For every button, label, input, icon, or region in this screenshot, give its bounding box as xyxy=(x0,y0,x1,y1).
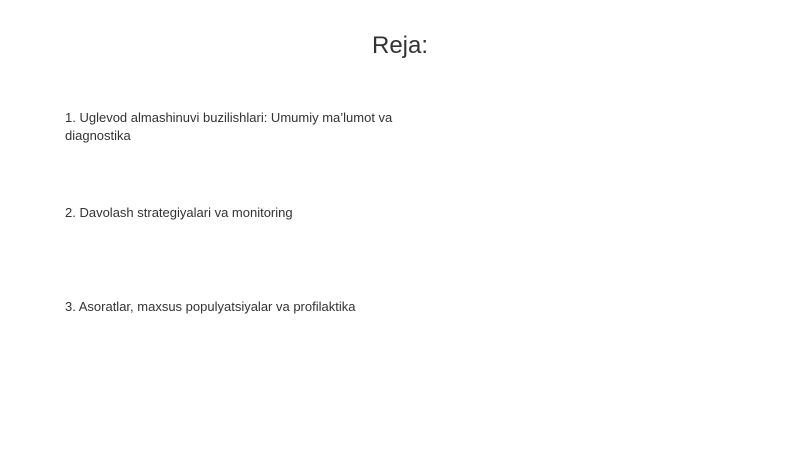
agenda-item-1: 1. Uglevod almashinuvi buzilishlari: Umumiy ma’lumot va diagnostika xyxy=(65,110,393,143)
agenda-item-2: 2. Davolash strategiyalari va monitoring xyxy=(65,205,293,220)
slide-title: Reja: xyxy=(371,32,429,59)
agenda-item-3: 3. Asoratlar, maxsus populyatsiyalar va profilaktika xyxy=(65,299,356,314)
